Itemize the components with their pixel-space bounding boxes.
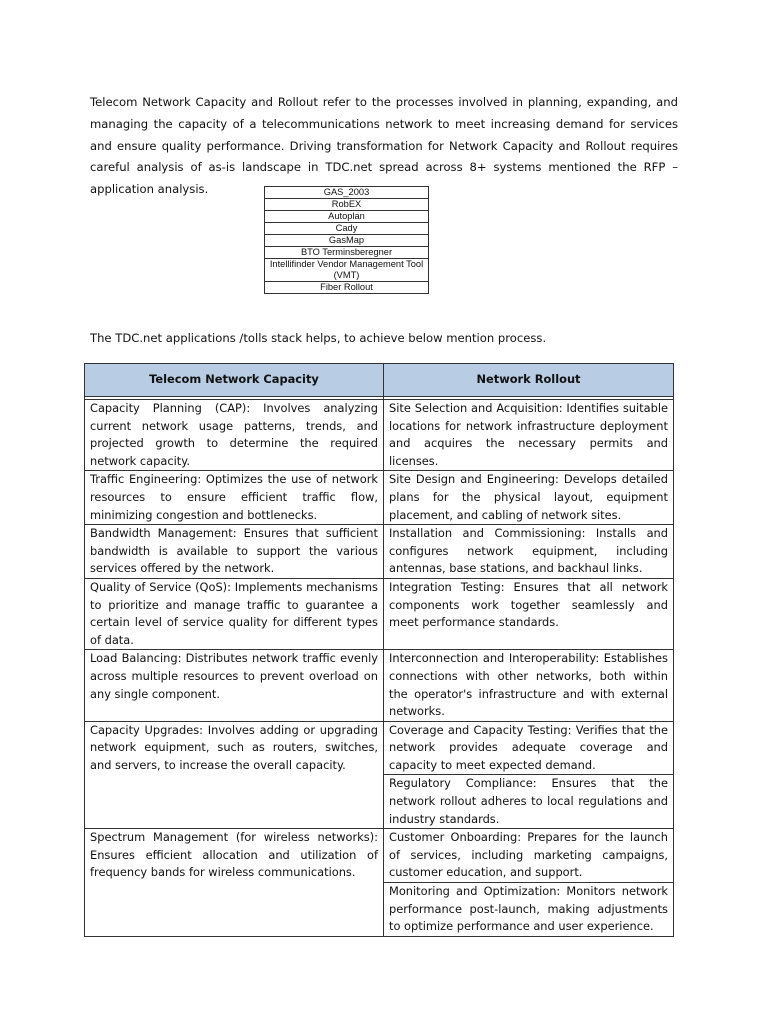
table-row bbox=[85, 471, 674, 525]
system-row bbox=[265, 199, 429, 211]
rollout-cell: Monitoring and Optimization: Monitors network performance post-launch, making adjustments to optimize performance and user experience. bbox=[384, 883, 674, 937]
table-row bbox=[85, 829, 674, 883]
table-row bbox=[85, 650, 674, 721]
system-row bbox=[265, 247, 429, 259]
header-capacity: Telecom Network Capacity bbox=[85, 364, 384, 397]
capacity-cell: Traffic Engineering: Optimizes the use of network resources to ensure efficient traffic flow, minimizing congestion and bottlenecks. bbox=[85, 471, 384, 525]
table-row bbox=[85, 525, 674, 579]
rollout-cell: Customer Onboarding: Prepares for the launch of services, including marketing campaigns, customer education, and support. bbox=[384, 829, 674, 883]
systems-list-table bbox=[264, 186, 429, 294]
table-row bbox=[85, 721, 674, 775]
system-name: Fiber Rollout bbox=[265, 281, 429, 293]
header-rollout: Network Rollout bbox=[384, 364, 674, 397]
rollout-cell: Site Selection and Acquisition: Identifies suitable locations for network infrastructure deployment and acquires the necessary permits and licenses. bbox=[384, 400, 674, 471]
capacity-cell: Quality of Service (QoS): Implements mechanisms to prioritize and manage traffic to guarantee a certain level of service quality for different types of data. bbox=[85, 578, 384, 649]
system-row bbox=[265, 281, 429, 293]
rollout-cell: Interconnection and Interoperability: Establishes connections with other networks, both within the operator's infrastructure and with external networks. bbox=[384, 650, 674, 721]
table-header-row bbox=[85, 364, 674, 397]
system-row bbox=[265, 187, 429, 199]
system-name: Cady bbox=[265, 223, 429, 235]
capacity-cell: Capacity Upgrades: Involves adding or upgrading network equipment, such as routers, switches, and servers, to increase the overall capacity. bbox=[85, 721, 384, 829]
rollout-cell: Coverage and Capacity Testing: Verifies that the network provides adequate coverage and capacity to meet expected demand. bbox=[384, 721, 674, 775]
capacity-cell: Bandwidth Management: Ensures that sufficient bandwidth is available to support the various services offered by the network. bbox=[85, 525, 384, 579]
stack-sentence: The TDC.net applications /tolls stack helps, to achieve below mention process. bbox=[90, 331, 547, 345]
system-row bbox=[265, 211, 429, 223]
capacity-cell: Spectrum Management (for wireless networks): Ensures efficient allocation and utilization of frequency bands for wireless communications. bbox=[85, 829, 384, 937]
system-row bbox=[265, 223, 429, 235]
system-name: BTO Terminsberegner bbox=[265, 247, 429, 259]
rollout-cell: Regulatory Compliance: Ensures that the network rollout adheres to local regulations and industry standards. bbox=[384, 775, 674, 829]
capacity-cell: Capacity Planning (CAP): Involves analyzing current network usage patterns, trends, and projected growth to determine the required network capacity. bbox=[85, 400, 384, 471]
capacity-cell: Load Balancing: Distributes network traffic evenly across multiple resources to prevent overload on any single component. bbox=[85, 650, 384, 721]
rollout-cell: Integration Testing: Ensures that all network components work together seamlessly and meet performance standards. bbox=[384, 578, 674, 649]
system-name: GasMap bbox=[265, 235, 429, 247]
rollout-cell: Site Design and Engineering: Develops detailed plans for the physical layout, equipment placement, and cabling of network sites. bbox=[384, 471, 674, 525]
system-name: GAS_2003 bbox=[265, 187, 429, 199]
system-name: Autoplan bbox=[265, 211, 429, 223]
table-row bbox=[85, 400, 674, 471]
system-row bbox=[265, 259, 429, 282]
capacity-rollout-table bbox=[84, 363, 674, 937]
system-name: RobEX bbox=[265, 199, 429, 211]
table-row bbox=[85, 578, 674, 649]
intro-paragraph: Telecom Network Capacity and Rollout refer to the processes involved in planning, expanding, and managing the capacity of a telecommunications network to meet increasing demand for services and ensure quality performance. Driving transformation for Network Capacity and Rollout requires careful analysis of as-is landscape in TDC.net spread across 8+ systems mentioned the RFP – application analysis. bbox=[90, 95, 678, 197]
system-name: Intellifinder Vendor Management Tool (VMT) bbox=[265, 259, 429, 282]
system-row bbox=[265, 235, 429, 247]
rollout-cell: Installation and Commissioning: Installs and configures network equipment, including antennas, base stations, and backhaul links. bbox=[384, 525, 674, 579]
